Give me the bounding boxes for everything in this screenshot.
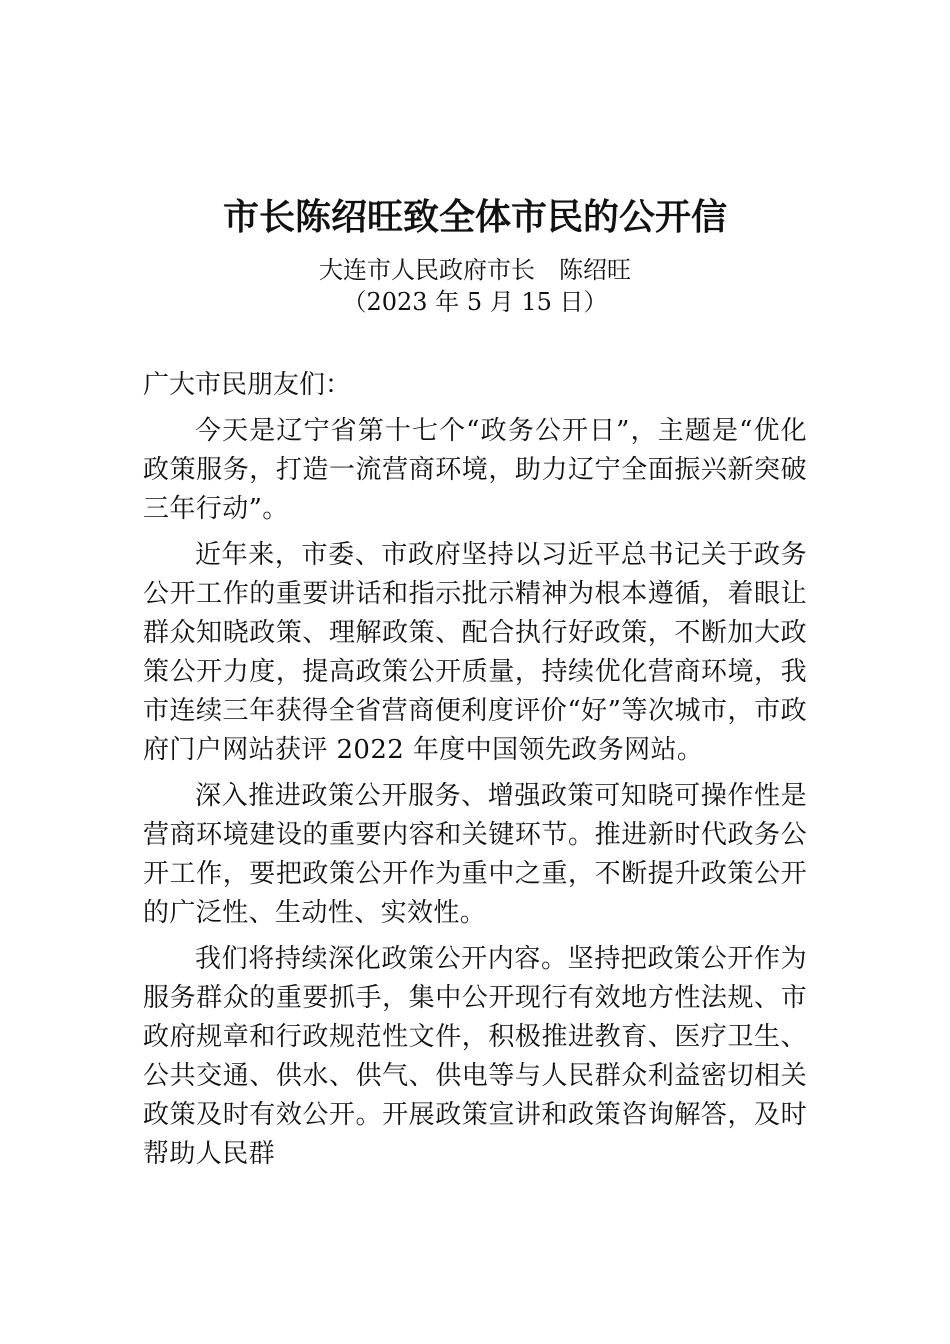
author-name: 陈绍旺 xyxy=(559,256,631,284)
author-title: 大连市人民政府市长 xyxy=(319,256,535,284)
paragraph-2: 近年来，市委、市政府坚持以习近平总书记关于政务公开工作的重要讲话和指示批示精神为根本遵循，着眼让群众知晓政策、理解政策、配合执行好政策，不断加大政策公开力度，提高政策公开质量，持续优化营商环境，我市连续三年获得全省营商便利度评价“好”等次城市，市政府门户网站获评 2022 年度中国领先政务网站。 xyxy=(143,540,807,765)
letter-title: 市长陈绍旺致全体市民的公开信 xyxy=(222,196,727,238)
paragraph-3: 深入推进政策公开服务、增强政策可知晓可操作性是营商环境建设的重要内容和关键环节。推进新时代政务公开工作，要把政策公开作为重中之重，不断提升政策公开的广泛性、生动性、实效性。 xyxy=(143,781,807,928)
letter-date: （2023 年 5 月 15 日） xyxy=(342,288,608,316)
paragraph-1: 今天是辽宁省第十七个“政务公开日”，主题是“优化政策服务，打造一流营商环境，助力辽宁全面振兴新突破三年行动”。 xyxy=(143,416,807,524)
salutation: 广大市民朋友们： xyxy=(143,370,352,400)
letter-body xyxy=(143,366,807,1174)
author-line xyxy=(0,254,950,286)
paragraph-4: 我们将持续深化政策公开内容。坚持把政策公开作为服务群众的重要抓手，集中公开现行有效地方性法规、市政府规章和行政规范性文件，积极推进教育、医疗卫生、公共交通、供水、供气、供电等与人民群众利益密切相关政策及时有效公开。开展政策宣讲和政策咨询解答，及时帮助人民群 xyxy=(143,944,807,1169)
